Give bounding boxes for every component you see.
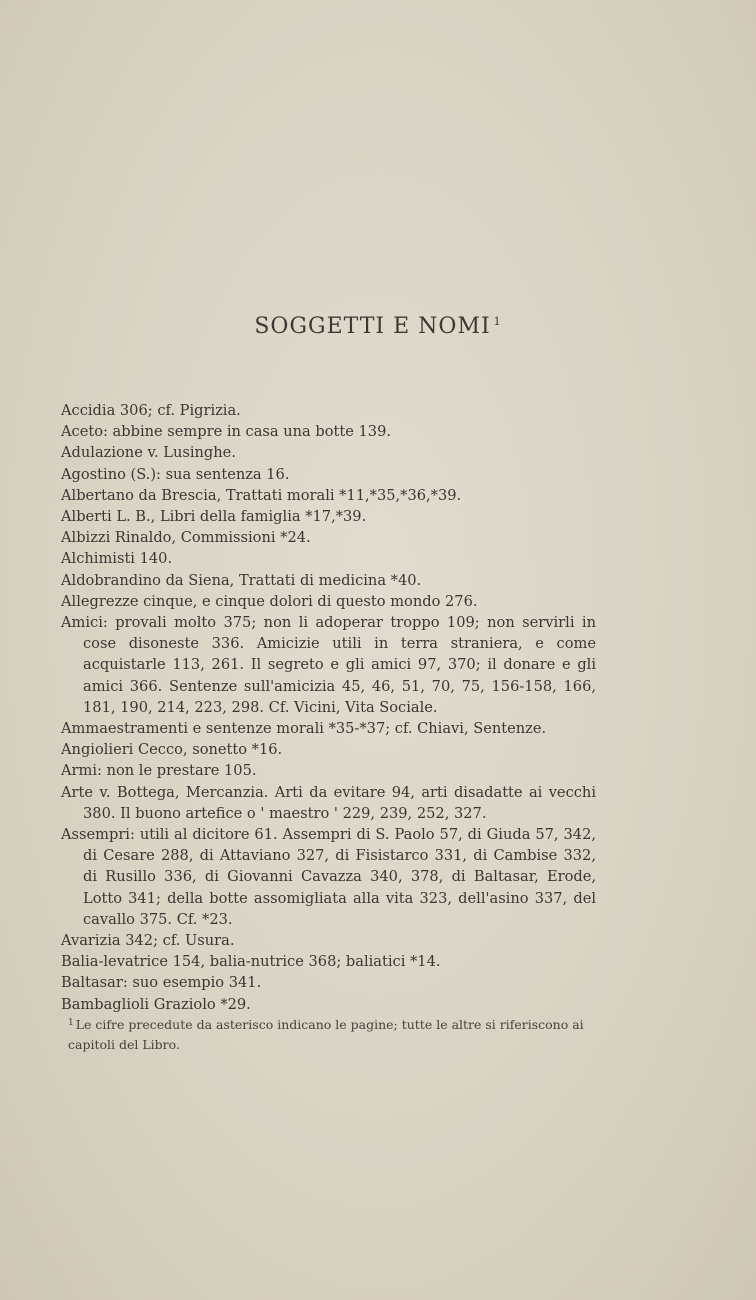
- index-entry: Aldobrandino da Siena, Trattati di medicina *40.: [61, 571, 422, 589]
- index-entry: Amici: provali molto 375; non li adoperar troppo 109; non servirli in cose disoneste 336. Amicizie utili in terra straniera, e come acquistarle 113, 261. Il segreto e gli amici 97, 370; il donare e gli amici 366. Sentenze sull'amicizia 45, 46, 51, 70, 75, 156-158, 166, 181, 190, 214, 223, 298. Cf. Vicini, Vita Sociale.: [61, 614, 596, 716]
- index-entry: Aceto: abbine sempre in casa una botte 139.: [61, 423, 392, 441]
- footnote: [68, 1013, 598, 1055]
- index-entry: Bambaglioli Graziolo *29.: [61, 995, 251, 1013]
- index-entry: Balia-levatrice 154, balia-nutrice 368; baliatici *14.: [61, 953, 441, 971]
- index-entry: Ammaestramenti e sentenze morali *35-*37; cf. Chiavi, Sentenze.: [61, 720, 547, 738]
- title-footnote-marker: 1: [493, 315, 502, 328]
- index-entry: Baltasar: suo esempio 341.: [61, 974, 262, 992]
- index-entry: Accidia 306; cf. Pigrizia.: [61, 402, 241, 419]
- footnote-text: Le cifre precedute da asterisco indicano le pagine; tutte le altre si riferiscono ai capitoli del Libro.: [68, 1017, 584, 1052]
- index-entry: Albizzi Rinaldo, Commissioni *24.: [61, 529, 311, 547]
- index-entry: Allegrezze cinque, e cinque dolori di questo mondo 276.: [61, 592, 478, 610]
- index-entry: Angiolieri Cecco, sonetto *16.: [61, 741, 283, 759]
- index-entry: Alberti L. B., Libri della famiglia *17,*39.: [61, 508, 367, 526]
- index-entries: [61, 400, 596, 1015]
- index-entry: Agostino (S.): sua sentenza 16.: [61, 465, 290, 483]
- index-entry: Albertano da Brescia, Trattati morali *11,*35,*36,*39.: [61, 486, 462, 504]
- index-entry: Arte v. Bottega, Mercanzia. Arti da evitare 94, arti disadatte ai vecchi 380. Il buono artefice o ' maestro ' 229, 239, 252, 327.: [61, 783, 596, 822]
- index-entry: Assempri: utili al dicitore 61. Assempri di S. Paolo 57, di Giuda 57, 342, di Cesare 288, di Attaviano 327, di Fisistarco 331, di Cambise 332, di Rusillo 336, di Giovanni Cavazza 340, 378, di Baltasar, Erode, Lotto 341; della botte assomigliata alla vita 323, dell'asino 337, del cavallo 375. Cf. *23.: [61, 826, 596, 928]
- page-title: SOGGETTI E NOMI $^1$: [254, 314, 502, 339]
- index-entry: Avarizia 342; cf. Usura.: [61, 932, 235, 950]
- index-entry: Armi: non le prestare 105.: [61, 762, 257, 780]
- index-entry: Alchimisti 140.: [61, 550, 173, 568]
- index-entry: Adulazione v. Lusinghe.: [61, 444, 236, 462]
- footnote-marker: 1: [68, 1018, 74, 1028]
